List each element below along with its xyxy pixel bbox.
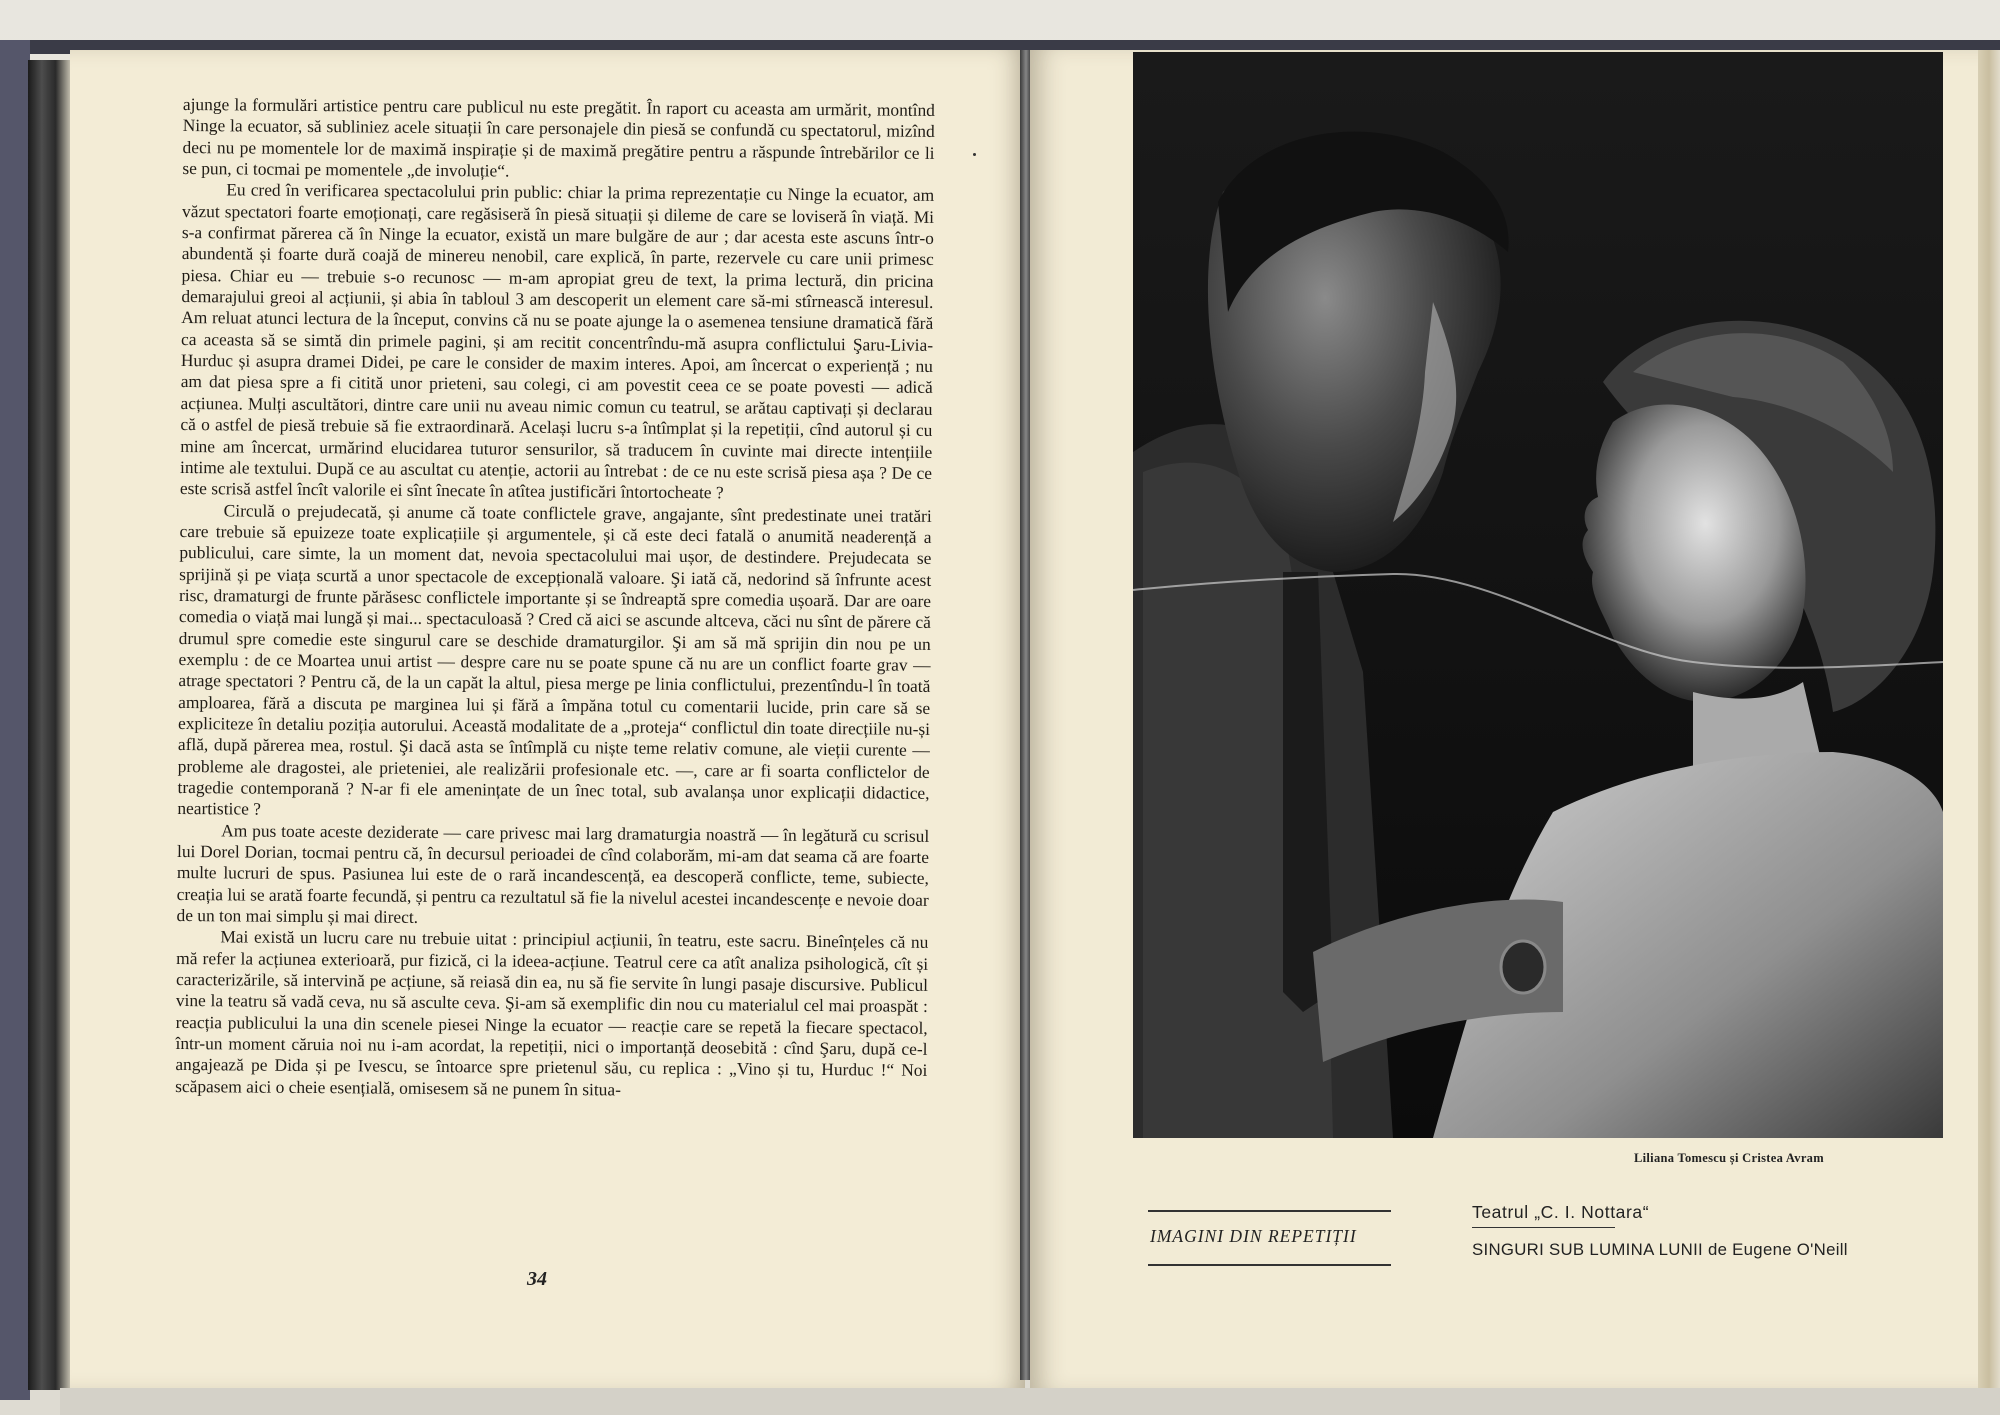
paragraph: Am pus toate aceste deziderate — care privesc mai larg dramaturgia noastră — în legătură cu scrisul lui Dorel Dorian, tocmai pentru că, în decursul perioadei de cînd colaborăm, mi-am dat seama că are foarte multe lucruri de spus. Pasiunea lui este de o rară incandescență, ea descoperă conflicte, teme, subiecte, creația lui se arată foarte fecundă, și pentru ca rezultatul să fie la nivelul acestei incandescențe e nevoie doar de un ton mai simplu și mai direct. (176, 820, 930, 927)
photo-illustration (1133, 52, 1943, 1138)
theatre-name: Teatrul „C. I. Nottara“ (1472, 1202, 1650, 1222)
ink-speck (973, 153, 976, 156)
photo-caption: Liliana Tomescu și Cristea Avram (1634, 1151, 1824, 1165)
page-number: 34 (527, 1268, 547, 1290)
section-label: IMAGINI DIN REPETIȚII (1150, 1226, 1357, 1246)
book-cover-left (0, 40, 30, 1400)
paragraph: Circulă o prejudecată, și anume că toate conflictele grave, angajante, sînt predestinate unei tratări care trebuie să epuizeze toate explicațiile și argumentele, și că este deci fatală o anumită neaderență a publicului, care simte, la un moment dat, nevoia spectacolului mai ușor, de destindere. Prejudecata se sprijină și pe viața scurtă a unor spectacole de excepțională valoare. Şi iată că, nedorind să înfrunte acest risc, dramaturgi de frunte părăsesc conflictele importante și se îndreaptă spre comedia ușoară. Dar are oare comedia o viață mai lungă și mai... spectaculoasă ? Cred că aici se ascunde altceva, căci nu sînt de părere că drumul spre comedie este singurul care se deschide dramaturgilor. Şi am să mă sprijin din nou pe un exemplu : de ce Moartea unui artist — despre care nu se poate spune că nu are un conflict foarte grav — atrage spectatori ? Pentru că, de la un capăt la altul, piesa merge pe linia conflictului, prezentîndu-l în toată amploarea, fără a discuta pe marginea lui și fără a împăna totul cu comentarii lucide, prin care să se expliciteze în detaliu poziția autorului. Această modalitate de a „proteja“ conflictul din toate direcțiile nu-și află, după părerea mea, rostul. Şi dacă asta se întîmplă cu niște teme relativ comune, ale vieții curente — probleme ale dragostei, ale prieteniei, ale realizării profesionale etc. —, care ar fi soarta conflictelor de tragedie contemporană ? N-ar fi ele amenințate de un înec total, sub avalanșa unor explicații didactice, neartistice ? (177, 499, 932, 819)
paragraph: Eu cred în verificarea spectacolului prin public: chiar la prima reprezentație cu Ninge la ecuator, am văzut spectatori foarte emoționați, care regăsiseră în piesă situații și dileme de care se loviseră în viață. Mi s-a confirmat părerea că în Ninge la ecuator, există un mare bulgăre de aur ; dar acesta este ascuns într-o abundentă și foarte dură coajă de minereu nenobil, care explică, în parte, rezervele cu care unii primesc piesa. Chiar eu — trebuie s-o recunosc — m-am apropiat greu de text, la prima lectură, din pricina demarajului greoi al acțiunii, și abia în tabloul 3 am descoperit un element care să-mi stîrnească interesul. Am reluat atunci lectura de la început, convins că nu se poate ajunge la o asemenea tensiune dramatică fără ca aceasta să se simtă din primele pagini, și am recitit concentrîndu-mă asupra conflictului Şaru-Livia-Hurduc și asupra dramei Didei, pe care le consider de maxim interes. Apoi, am încercat o experiență ; nu am dat piesa spre a fi citită unor prieteni, sau colegi, ci am povestit ceea ce se poate povesti — adică acțiunea. Mulți ascultători, dintre care unii nu aveau nimic comun cu teatrul, se arătau captivați și declarau că o astfel de piesă trebuie să fie extraordinară. Același lucru s-a întîmplat și la repetiții, cînd autorul și cu mine am încercat, urmărind elucidarea tuturor sensurilor, să traducem în cuvinte mai directe intențiile intime ale textului. După ce au ascultat cu atenție, actorii au întrebat : de ce nu este scrisă piesa așa ? De ce este scrisă astfel încît valorile ei sînt înecate în atîtea justificări întortocheate ? (179, 179, 935, 503)
rehearsal-photo (1133, 52, 1943, 1138)
page-edge-left (28, 60, 74, 1390)
scan-bottom-edge (60, 1388, 2000, 1415)
paragraph: ajunge la formulări artistice pentru care publicul nu este pregătit. În raport cu aceasta am urmărit, montînd Ninge la ecuator, să subliniez acele situații în care personajele din piesă se confundă cu spectatorul, mizînd deci nu pe momentele lor de maximă inspirație și de maximă pregătire pentru a răspunde întrebărilor ce li se pun, ci tocmai pe momentele „de involuție“. (182, 94, 935, 181)
play-title: SINGURI SUB LUMINA LUNII de Eugene O'Neill (1472, 1240, 1848, 1259)
article-text-column (174, 94, 935, 1255)
theatre-underline (1472, 1227, 1615, 1228)
section-label-box (1148, 1210, 1391, 1266)
page-edge-right (1978, 50, 2000, 1390)
paragraph: Mai există un lucru care nu trebuie uitat : principiul acțiunii, în teatru, este sacru. Bineînțeles că nu mă refer la acțiunea exterioară, pur fizică, ci la ideea-acțiune. Teatrul cere ca atît analiza psihologică, cît și caracterizările, să intervină pe acțiune, să reiasă din ea, nu să fie servite în lungi pasaje discursive. Publicul vine la teatru să vadă ceva, nu să asculte ceva. Şi-am să exemplific din nou cu materialul cel mai proaspăt : reacția publicului la una din scenele piesei Ninge la ecuator — reacție care se repetă la fiecare spectacol, într-un moment căruia noi nu i-am acordat, la repetiții, nici o importanță deosebită : cînd Şaru, după ce-l angajează pe Dida și pe Ivescu, se întoarce spre prietenul său, cu replica : „Vino și tu, Hurduc !“ Noi scăpasem aici o cheie esențială, omisesem să ne punem în situa- (175, 926, 929, 1100)
